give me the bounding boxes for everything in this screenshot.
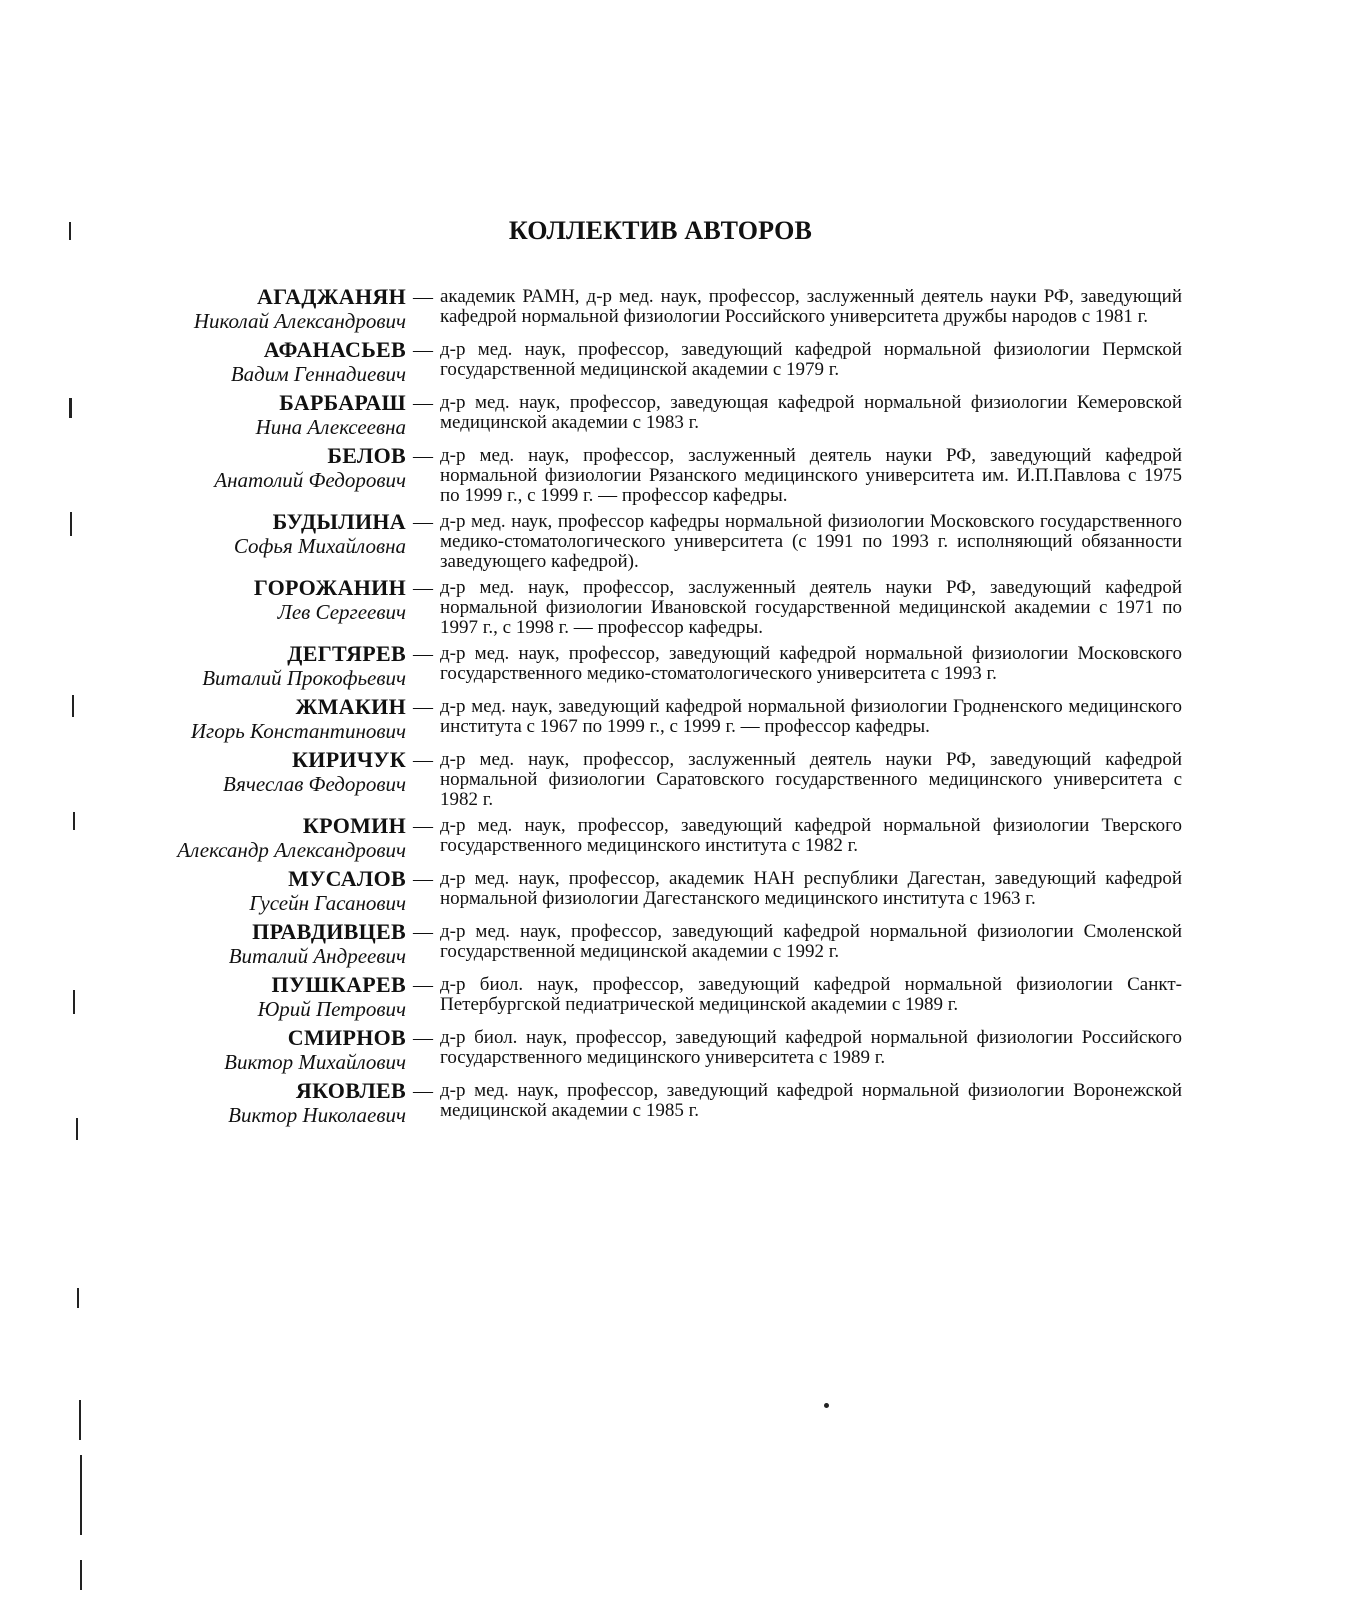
page-title xyxy=(0,216,1347,246)
author-entry xyxy=(120,920,1220,969)
author-name xyxy=(120,642,406,691)
scan-mark xyxy=(70,512,72,536)
author-surname: МУСАЛОВ xyxy=(288,866,406,891)
dash-separator: — xyxy=(413,577,433,599)
author-entry xyxy=(120,814,1220,863)
dash-separator: — xyxy=(413,1027,433,1049)
author-description: д-р мед. наук, профессор, заведующий кафедрой нормальной физиологии Пермской государственной медицинской академии с 1979 г. xyxy=(440,339,1182,380)
dash-separator: — xyxy=(413,815,433,837)
author-name xyxy=(120,814,406,863)
page-title-text: КОЛЛЕКТИВ АВТОРОВ xyxy=(508,216,813,245)
author-description: д-р мед. наук, заведующий кафедрой нормальной физиологии Гродненского медицинского института с 1967 по 1999 г., с 1999 г. — профессор кафедры. xyxy=(440,696,1182,737)
author-description: академик РАМН, д-р мед. наук, профессор, заслуженный деятель науки РФ, заведующий кафедрой нормальной физиологии Российского университета дружбы народов с 1981 г. xyxy=(440,286,1182,327)
author-surname: БУДЫЛИНА xyxy=(272,509,406,534)
author-description: д-р мед. наук, профессор, академик НАН республики Дагестан, заведующий кафедрой нормальной физиологии Дагестанского медицинского института с 1963 г. xyxy=(440,868,1182,909)
author-entry xyxy=(120,1026,1220,1075)
dash-separator: — xyxy=(413,749,433,771)
author-description: д-р мед. наук, профессор, заслуженный деятель науки РФ, заведующий кафедрой нормальной физиологии Саратовского государственного медицинского университета с 1982 г. xyxy=(440,749,1182,810)
author-given-name: Лев Сергеевич xyxy=(277,600,406,624)
scan-mark xyxy=(73,990,75,1014)
author-entry xyxy=(120,867,1220,916)
author-description: д-р мед. наук, профессор, заведующий кафедрой нормальной физиологии Смоленской государственной медицинской академии с 1992 г. xyxy=(440,921,1182,962)
author-description: д-р мед. наук, профессор, заведующий кафедрой нормальной физиологии Московского государственного медико-стоматологического университета с 1993 г. xyxy=(440,643,1182,684)
author-given-name: Игорь Константинович xyxy=(190,719,406,743)
author-name xyxy=(120,973,406,1022)
dash-separator: — xyxy=(413,921,433,943)
author-given-name: Николай Александрович xyxy=(193,309,406,333)
author-given-name: Виктор Михайлович xyxy=(224,1050,406,1074)
dash-separator: — xyxy=(413,868,433,890)
author-name xyxy=(120,576,406,625)
authors-list xyxy=(120,285,1220,1132)
author-surname: БАРБАРАШ xyxy=(279,390,406,415)
dash-separator: — xyxy=(413,339,433,361)
author-surname: БЕЛОВ xyxy=(327,443,406,468)
author-name xyxy=(120,748,406,797)
author-name xyxy=(120,867,406,916)
author-entry xyxy=(120,444,1220,506)
author-surname: КРОМИН xyxy=(302,813,406,838)
author-name xyxy=(120,444,406,493)
author-surname: ЯКОВЛЕВ xyxy=(295,1078,406,1103)
author-entry xyxy=(120,391,1220,440)
author-given-name: Виталий Прокофьевич xyxy=(202,666,406,690)
author-description: д-р мед. наук, профессор, заведующая кафедрой нормальной физиологии Кемеровской медицинской академии с 1983 г. xyxy=(440,392,1182,433)
author-given-name: Юрий Петрович xyxy=(257,997,406,1021)
author-entry xyxy=(120,338,1220,387)
author-surname: АФАНАСЬЕВ xyxy=(263,337,406,362)
author-description: д-р мед. наук, профессор, заслуженный деятель науки РФ, заведующий кафедрой нормальной физиологии Ивановской государственной медицинской академии с 1971 по 1997 г., с 1998 г. — профессор кафедры. xyxy=(440,577,1182,638)
author-entry xyxy=(120,285,1220,334)
author-name xyxy=(120,285,406,334)
scan-mark xyxy=(76,1118,78,1140)
scan-mark xyxy=(69,222,71,240)
author-description: д-р биол. наук, профессор, заведующий кафедрой нормальной физиологии Санкт-Петербургской педиатрической медицинской академии с 1989 г. xyxy=(440,974,1182,1015)
scan-mark xyxy=(80,1560,82,1590)
author-entry xyxy=(120,576,1220,638)
author-name xyxy=(120,338,406,387)
dash-separator: — xyxy=(413,643,433,665)
author-description: д-р мед. наук, профессор, заслуженный деятель науки РФ, заведующий кафедрой нормальной физиологии Рязанского медицинского университета им. И.П.Павлова с 1975 по 1999 г., с 1999 г. — профессор кафедры. xyxy=(440,445,1182,506)
scan-mark xyxy=(72,695,74,717)
author-surname: КИРИЧУК xyxy=(292,747,406,772)
author-surname: ДЕГТЯРЕВ xyxy=(287,641,406,666)
author-entry xyxy=(120,510,1220,572)
author-surname: ГОРОЖАНИН xyxy=(253,575,406,600)
author-entry xyxy=(120,748,1220,810)
author-given-name: Вадим Геннадиевич xyxy=(230,362,406,386)
author-description: д-р мед. наук, профессор, заведующий кафедрой нормальной физиологии Тверского государственного медицинского института с 1982 г. xyxy=(440,815,1182,856)
dash-separator: — xyxy=(413,511,433,533)
dash-separator: — xyxy=(413,445,433,467)
author-entry xyxy=(120,642,1220,691)
dash-separator: — xyxy=(413,1080,433,1102)
author-name xyxy=(120,695,406,744)
author-name xyxy=(120,1079,406,1128)
author-given-name: Гусейн Гасанович xyxy=(249,891,406,915)
author-surname: ЖМАКИН xyxy=(295,694,406,719)
author-description: д-р мед. наук, профессор, заведующий кафедрой нормальной физиологии Воронежской медицинской академии с 1985 г. xyxy=(440,1080,1182,1121)
author-entry xyxy=(120,973,1220,1022)
author-surname: АГАДЖАНЯН xyxy=(257,284,406,309)
author-surname: ПРАВДИВЦЕВ xyxy=(252,919,406,944)
scan-mark xyxy=(79,1400,81,1440)
author-surname: СМИРНОВ xyxy=(287,1025,406,1050)
dash-separator: — xyxy=(413,974,433,996)
author-given-name: Нина Алексеевна xyxy=(255,415,406,439)
scan-mark xyxy=(80,1455,82,1535)
author-name xyxy=(120,510,406,559)
scan-dot xyxy=(824,1403,829,1408)
author-given-name: Александр Александрович xyxy=(177,838,406,862)
author-name xyxy=(120,920,406,969)
author-surname: ПУШКАРЕВ xyxy=(271,972,406,997)
author-given-name: Виктор Николаевич xyxy=(228,1103,406,1127)
dash-separator: — xyxy=(413,696,433,718)
scan-mark xyxy=(77,1288,79,1308)
dash-separator: — xyxy=(413,286,433,308)
author-given-name: Софья Михайловна xyxy=(233,534,406,558)
author-entry xyxy=(120,695,1220,744)
author-name xyxy=(120,391,406,440)
author-description: д-р биол. наук, профессор, заведующий кафедрой нормальной физиологии Российского государственного медицинского университета с 1989 г. xyxy=(440,1027,1182,1068)
author-entry xyxy=(120,1079,1220,1128)
author-given-name: Вячеслав Федорович xyxy=(223,772,406,796)
scan-mark xyxy=(73,812,75,830)
scan-mark xyxy=(69,398,72,418)
author-given-name: Виталий Андреевич xyxy=(228,944,406,968)
author-name xyxy=(120,1026,406,1075)
dash-separator: — xyxy=(413,392,433,414)
author-given-name: Анатолий Федорович xyxy=(214,468,406,492)
author-description: д-р мед. наук, профессор кафедры нормальной физиологии Московского государственного медико-стоматологического университета (с 1991 по 1993 г. исполняющий обязанности заведующего кафедрой). xyxy=(440,511,1182,572)
